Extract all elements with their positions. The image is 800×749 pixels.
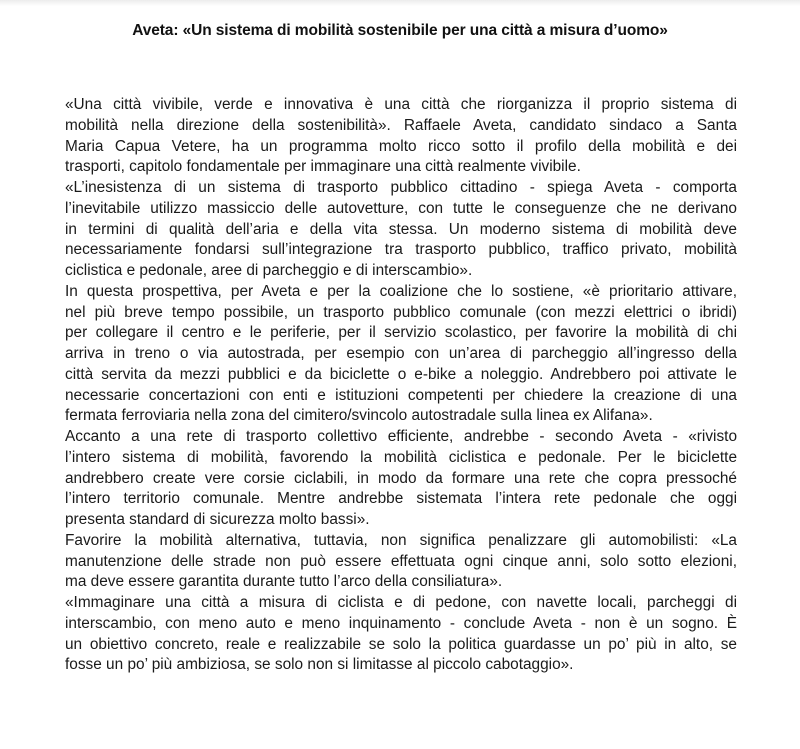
paragraph-line: ma deve essere garantita durante tutto l’arco della consiliatura». — [65, 573, 503, 591]
article-body — [65, 95, 737, 676]
paragraph-line: un obiettivo concreto, reale e realizzabile se solo la politica guardasse un po’ più in alto, se — [65, 635, 737, 653]
article-paragraph — [65, 178, 737, 282]
article-paragraph — [65, 593, 737, 676]
paragraph-line: necessarie concertazioni con enti e istituzioni competenti per chiedere la creazione di una — [65, 386, 737, 404]
paragraph-line: «L’inesistenza di un sistema di trasporto pubblico cittadino - spiega Aveta - comporta — [65, 179, 737, 196]
article-paragraph — [65, 531, 737, 593]
paragraph-line: città servita da mezzi pubblici e da biciclette o e-bike a noleggio. Andrebbero poi attivate le — [65, 365, 737, 383]
paragraph-line: manutenzione delle strade non può essere effettuata ogni cinque anni, solo sotto elezioni, — [65, 552, 737, 570]
article-paragraph — [65, 427, 737, 531]
paragraph-line: fosse un po’ più ambiziosa, se solo non si limitasse al piccolo cabotaggio». — [65, 656, 574, 674]
paragraph-line: per collegare il centro e le periferie, per il servizio scolastico, per favorire la mobilità di chi — [65, 324, 737, 342]
paragraph-line: In questa prospettiva, per Aveta e per la coalizione che lo sostiene, «è prioritario attivare, — [65, 282, 737, 300]
paragraph-line: fermata ferroviaria nella zona del cimitero/svincolo autostradale sulla linea ex Alifana». — [65, 407, 653, 425]
paragraph-line: nel più breve tempo possibile, un trasporto pubblico comunale (con mezzi elettrici o ibridi) — [65, 303, 737, 321]
paragraph-line: ciclistica e pedonale, aree di parcheggio e di interscambio». — [65, 262, 473, 279]
paragraph-line: trasporti, capitolo fondamentale per immaginare una città realmente vivibile. — [65, 158, 581, 176]
paragraph-line: Favorire la mobilità alternativa, tuttavia, non significa penalizzare gli automobilisti: «La — [65, 531, 737, 549]
paragraph-line: Accanto a una rete di trasporto collettivo efficiente, andrebbe - secondo Aveta - «rivisto — [65, 428, 737, 445]
paragraph-line: Maria Capua Vetere, ha un programma molto ricco sotto il profilo della mobilità e dei — [65, 137, 737, 155]
paragraph-line: l’inevitabile utilizzo massiccio delle autovetture, con tutte le conseguenze che ne derivano — [65, 199, 737, 217]
paragraph-line: presenta standard di sicurezza molto bassi». — [65, 511, 370, 528]
paragraph-line: «Immaginare una città a misura di ciclista e di pedone, con navette locali, parcheggi di — [65, 594, 737, 611]
paragraph-line: l’intero sistema di mobilità, favorendo la mobilità ciclistica e pedonale. Per le biciclette — [65, 448, 737, 466]
article-paragraph — [65, 95, 737, 178]
page-top-shadow — [0, 0, 800, 6]
paragraph-line: mobilità nella direzione della sostenibilità». Raffaele Aveta, candidato sindaco a Santa — [65, 116, 737, 134]
paragraph-line: necessariamente fondarsi sull’integrazione tra trasporto pubblico, traffico privato, mobilità — [65, 241, 737, 259]
paragraph-line: interscambio, con meno auto e meno inquinamento - conclude Aveta - non è un sogno. È — [65, 614, 737, 632]
paragraph-line: arriva in treno o via autostrada, per esempio con un’area di parcheggio all’ingresso della — [65, 345, 737, 362]
article-title: Aveta: «Un sistema di mobilità sostenibile per una città a misura d’uomo» — [132, 22, 668, 39]
paragraph-line: l’intero territorio comunale. Mentre andrebbe sistemata l’intera rete pedonale che oggi — [65, 490, 737, 508]
paragraph-line: andrebbero create vere corsie ciclabili, in modo da formare una rete che copra pressoché — [65, 469, 737, 487]
article-paragraph — [65, 282, 737, 427]
paragraph-line: in termini di qualità dell’aria e della vita stessa. Un moderno sistema di mobilità deve — [65, 220, 737, 238]
paragraph-line: «Una città vivibile, verde e innovativa è una città che riorganizza il proprio sistema di — [65, 96, 737, 113]
